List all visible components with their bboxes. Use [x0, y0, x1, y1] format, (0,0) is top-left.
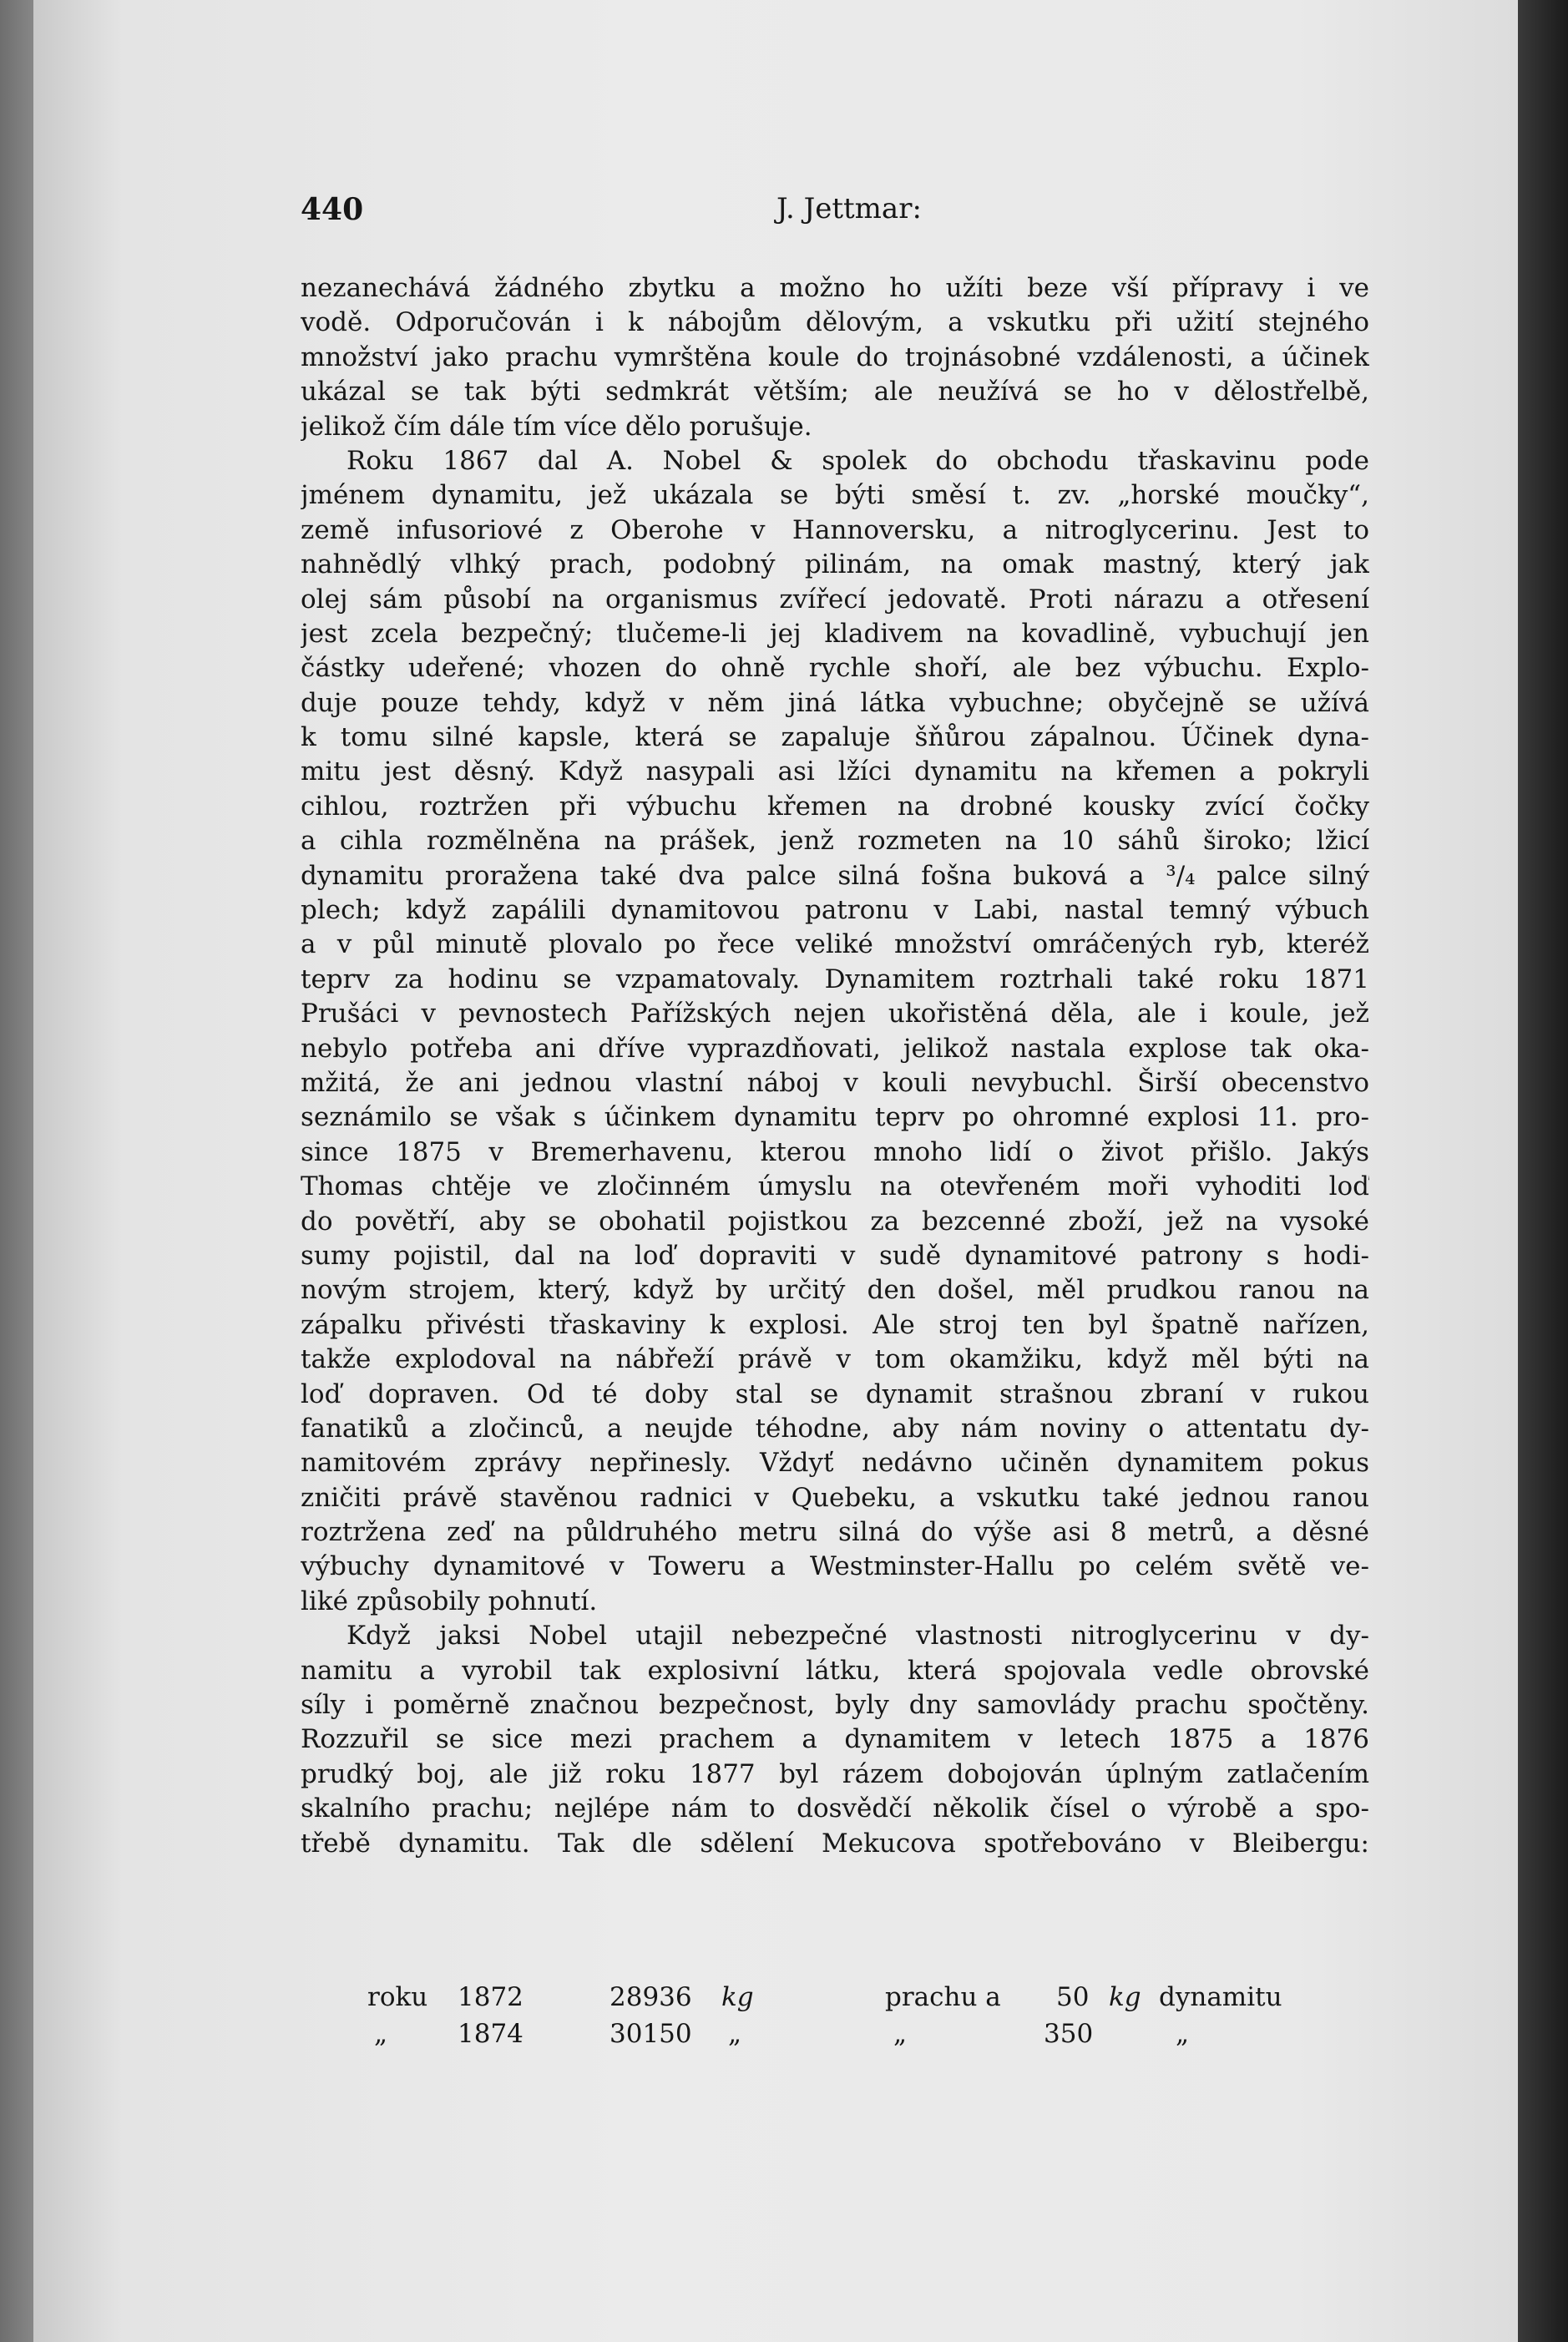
text-line: Roku 1867 dal A. Nobel & spolek do obchodu třaskavinu pode: [346, 445, 1369, 476]
text-line: jelikož čím dále tím více dělo porušuje.: [301, 411, 812, 442]
scan-border-right: [1518, 0, 1568, 2342]
text-line: jest zcela bezpečný; tlučeme-li jej kladivem na kovadlině, vybuchují jen: [301, 618, 1369, 649]
text-line: Prušáci v pevnostech Pařížských nejen ukořistěná děla, ale i koule, jež: [301, 999, 1369, 1029]
table-cell-dynamite-amount: 50: [1056, 1982, 1090, 2012]
text-line: síly i poměrně značnou bezpečnost, byly dny samovlády prachu spočtěny.: [301, 1690, 1369, 1721]
text-line: jménem dynamitu, jež ukázala se býti směsí t. zv. „horské moučky“,: [301, 480, 1369, 511]
text-line: teprv za hodinu se vzpamatovaly. Dynamitem roztrhali také roku 1871: [301, 964, 1369, 994]
table-cell-label: roku: [367, 1982, 428, 2012]
text-line: skalního prachu; nejlépe nám to dosvědčí několik čísel o výrobě a spo-: [301, 1793, 1369, 1824]
table-cell-year: 1874: [458, 2019, 524, 2049]
table-cell-unit: kg: [1109, 1982, 1141, 2012]
table-cell-label: „: [374, 2019, 388, 2049]
table-cell-powder-amount: 28936: [609, 1982, 692, 2012]
text-line: nezanechává žádného zbytku a možno ho užíti beze vší přípravy i ve: [301, 273, 1369, 303]
text-line: mitu jest děsný. Když nasypali asi lžíci dynamitu na křemen a pokryli: [301, 756, 1369, 787]
text-line: částky udeřené; vhozen do ohně rychle shoří, ale bez výbuchu. Explo-: [301, 653, 1369, 684]
text-line: zápalku přivésti třaskaviny k explosi. Ale stroj ten byl špatně nařízen,: [301, 1309, 1369, 1340]
consumption-table: [367, 1979, 1328, 2052]
table-cell-substance: prachu a: [885, 1982, 1001, 2012]
text-line: plech; když zapálili dynamitovou patronu v Labi, nastal temný výbuch: [301, 895, 1369, 926]
text-line: sumy pojistil, dal na loď dopraviti v sudě dynamitové patrony s hodi-: [301, 1240, 1369, 1271]
text-line: třebě dynamitu. Tak dle sdělení Mekucova spotřebováno v Bleibergu:: [301, 1828, 1369, 1859]
text-line: Thomas chtěje ve zločinném úmyslu na otevřeném moři vyhoditi loď: [301, 1171, 1369, 1202]
text-line: fanatiků a zločinců, a neujde téhodne, aby nám noviny o attentatu dy-: [301, 1413, 1369, 1444]
table-row: [367, 2016, 1328, 2052]
table-cell-unit: kg: [721, 1982, 754, 2012]
text-line: dynamitu proražena také dva palce silná fošna buková a ³/₄ palce silný: [301, 860, 1369, 891]
body-text: [301, 271, 1369, 1861]
running-head: J. Jettmar:: [776, 192, 922, 225]
text-line: zničiti právě stavěnou radnici v Quebeku, a vskutku také jednou ranou: [301, 1482, 1369, 1513]
table-cell-substance: „: [893, 2019, 908, 2049]
text-line: mžitá, že ani jednou vlastní náboj v kouli nevybuchl. Širší obecenstvo: [301, 1067, 1369, 1098]
text-line: ukázal se tak býti sedmkrát větším; ale neužívá se ho v dělostřelbě,: [301, 377, 1369, 407]
text-line: takže explodoval na nábřeží právě v tom okamžiku, když měl býti na: [301, 1344, 1369, 1375]
text-line: since 1875 v Bremerhavenu, kterou mnoho lidí o život přišlo. Jakýs: [301, 1136, 1369, 1167]
table-cell-unit: „: [728, 2019, 742, 2049]
table-row: [367, 1979, 1328, 2016]
table-cell-powder-amount: 30150: [609, 2019, 692, 2049]
page-number: 440: [301, 192, 364, 227]
text-line: nebylo potřeba ani dříve vyprazdňovati, jelikož nastala explose tak oka-: [301, 1033, 1369, 1064]
table-cell-unit: „: [1176, 2019, 1190, 2049]
text-line: a cihla rozmělněna na prášek, jenž rozmeten na 10 sáhů široko; lžicí: [301, 826, 1369, 857]
page-header: [301, 192, 1369, 232]
text-line: duje pouze tehdy, když v něm jiná látka vybuchne; obyčejně se užívá: [301, 687, 1369, 718]
text-line: nahnědlý vlhký prach, podobný pilinám, na omak mastný, který jak: [301, 549, 1369, 580]
table-cell-year: 1872: [458, 1982, 524, 2012]
text-line: země infusoriové z Oberohe v Hannoversku, a nitroglycerinu. Jest to: [301, 514, 1369, 545]
text-line: a v půl minutě plovalo po řece veliké množství omráčených ryb, kteréž: [301, 929, 1369, 960]
table-cell-dynamite-amount: 350: [1044, 2019, 1094, 2049]
text-line: namitu a vyrobil tak explosivní látku, která spojovala vedle obrovské: [301, 1655, 1369, 1686]
text-line: cihlou, roztržen při výbuchu křemen na drobné kousky zvící čočky: [301, 791, 1369, 822]
text-line: loď dopraven. Od té doby stal se dynamit strašnou zbraní v rukou: [301, 1378, 1369, 1409]
text-line: novým strojem, který, když by určitý den došel, měl prudkou ranou na: [301, 1275, 1369, 1306]
text-line: k tomu silné kapsle, která se zapaluje šňůrou zápalnou. Účinek dyna-: [301, 722, 1369, 753]
table-cell-substance: dynamitu: [1159, 1982, 1282, 2012]
text-line: vodě. Odporučován i k nábojům dělovým, a vskutku při užití stejného: [301, 307, 1369, 338]
text-line: do povětří, aby se obohatil pojistkou za bezcenné zboží, jež na vysoké: [301, 1206, 1369, 1237]
text-line: liké způsobily pohnutí.: [301, 1586, 598, 1616]
text-line: Rozzuřil se sice mezi prachem a dynamitem v letech 1875 a 1876: [301, 1724, 1369, 1755]
text-line: množství jako prachu vymrštěna koule do trojnásobné vzdálenosti, a účinek: [301, 341, 1369, 372]
text-line: seznámilo se však s účinkem dynamitu teprv po ohromné explosi 11. pro-: [301, 1102, 1369, 1133]
text-line: namitovém zprávy nepřinesly. Vždyť nedávno učiněn dynamitem pokus: [301, 1448, 1369, 1479]
text-line: roztržena zeď na půldruhého metru silná do výše asi 8 metrů, a děsné: [301, 1517, 1369, 1548]
text-line: olej sám působí na organismus zvířecí jedovatě. Proti nárazu a otřesení: [301, 584, 1369, 615]
text-line: výbuchy dynamitové v Toweru a Westminster-Hallu po celém světě ve-: [301, 1551, 1369, 1582]
text-line: prudký boj, ale již roku 1877 byl rázem dobojován úplným zatlačením: [301, 1758, 1369, 1789]
text-line: Když jaksi Nobel utajil nebezpečné vlastnosti nitroglycerinu v dy-: [346, 1621, 1369, 1652]
